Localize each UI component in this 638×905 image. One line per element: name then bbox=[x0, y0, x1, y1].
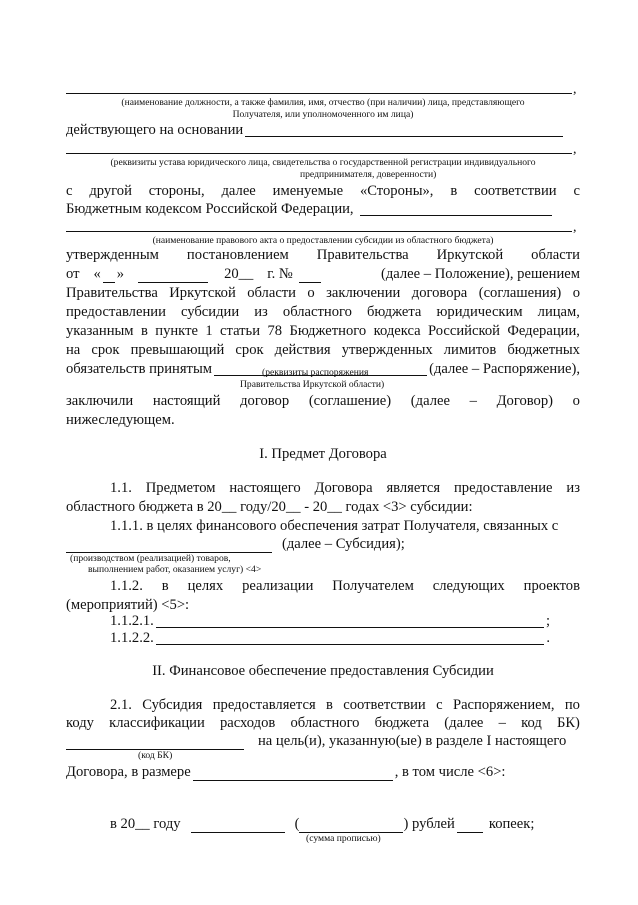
rubles-digits-blank bbox=[191, 818, 285, 833]
p21-line-4: Договора, в размере , в том числе <6>: bbox=[66, 764, 506, 780]
rubles-words-blank bbox=[299, 818, 403, 833]
caption-signatory-1: (наименование должности, а также фамилия, имя, отчество (при наличии) лица, представляющего bbox=[121, 97, 525, 108]
signatory-name-line bbox=[66, 93, 572, 94]
amount-blank bbox=[193, 766, 393, 781]
p11-line-1: 1.1. Предметом настоящего Договора является предоставление из bbox=[110, 480, 580, 496]
caption-production-2: выполнением работ, оказанием услуг) <4> bbox=[88, 564, 262, 575]
regulation-line-2: от « » 20__ г. № (далее – Положение), решением bbox=[66, 266, 580, 282]
parties-line-1: с другой стороны, далее именуемые «Стороны», в соответствии с bbox=[66, 183, 580, 199]
p21-line-2: коду классификации расходов областного бюджета (далее – код БК) bbox=[66, 715, 580, 731]
section-2-title: II. Финансовое обеспечение предоставления Субсидии bbox=[152, 663, 494, 679]
month-blank bbox=[138, 268, 208, 283]
kopecks-blank bbox=[457, 818, 483, 833]
regulation-line-8: заключили настоящий договор (соглашение) (далее – Договор) о bbox=[66, 393, 580, 409]
p112-line-1: 1.1.2. в целях реализации Получателем следующих проектов bbox=[110, 578, 580, 594]
regulation-line-6: на срок превышающий срок действия утвержденных лимитов бюджетных bbox=[66, 342, 580, 358]
legal-act-line bbox=[66, 231, 572, 232]
line-comma-2: , bbox=[573, 142, 577, 157]
regulation-line-1: утвержденным постановлением Правительства Иркутской области bbox=[66, 247, 580, 263]
p111-line-2: (далее – Субсидия); bbox=[66, 536, 580, 553]
legal-act-blank bbox=[360, 201, 552, 216]
bk-code-blank bbox=[66, 735, 244, 750]
caption-signatory-2: Получателя, или уполномоченного им лица) bbox=[232, 109, 414, 120]
caption-bk-code: (код БК) bbox=[138, 750, 173, 761]
caption-production-1: (производством (реализацией) товаров, bbox=[70, 553, 231, 564]
p112-line-2: (мероприятий) <5>: bbox=[66, 597, 190, 613]
basis-line-2 bbox=[66, 153, 572, 154]
p11-line-2: областного бюджета в 20__ году/20__ - 20__ годах <3> субсидии: bbox=[66, 499, 473, 515]
purpose-blank bbox=[66, 538, 272, 553]
p21-line-1: 2.1. Субсидия предоставляется в соответствии с Распоряжением, по bbox=[110, 697, 580, 713]
caption-sum-words: (сумма прописью) bbox=[306, 833, 381, 844]
line-comma: , bbox=[573, 82, 577, 97]
p111-line-1: 1.1.1. в целях финансового обеспечения затрат Получателя, связанных с bbox=[110, 518, 559, 534]
caption-basis-1: (реквизиты устава юридического лица, свидетельства о государственной регистрации индивидуального bbox=[110, 157, 536, 168]
caption-basis-2: предпринимателя, доверенности) bbox=[300, 169, 437, 180]
acting-on-line bbox=[66, 122, 580, 139]
p1122-line: 1.1.2.2. . bbox=[110, 630, 550, 646]
acting-on-text: действующего на основании bbox=[66, 122, 244, 138]
regulation-line-9: нижеследующем. bbox=[66, 412, 175, 428]
caption-legal-act: (наименование правового акта о предоставлении субсидии из областного бюджета) bbox=[152, 235, 494, 246]
p1121-line: 1.1.2.1. ; bbox=[110, 613, 550, 629]
regulation-line-4: предоставлении субсидии из областного бюджета юридическим лицам, bbox=[66, 304, 580, 320]
line-comma-3: , bbox=[573, 220, 577, 235]
number-blank bbox=[299, 268, 321, 283]
section-1-title: I. Предмет Договора bbox=[259, 446, 387, 462]
regulation-line-3: Правительства Иркутской области о заключении договора (соглашения) о bbox=[66, 285, 580, 301]
project-1-blank bbox=[156, 613, 544, 628]
regulation-line-5: указанным в пункте 1 статьи 78 Бюджетного кодекса Российской Федерации, bbox=[66, 323, 580, 339]
basis-blank bbox=[245, 122, 563, 137]
caption-directive-1: (реквизиты распоряжения bbox=[262, 367, 369, 378]
project-2-blank bbox=[156, 630, 545, 645]
day-blank bbox=[103, 268, 115, 283]
p21-line-3: на цель(и), указанную(ые) в разделе I настоящего bbox=[66, 733, 580, 750]
regulation-line-7: обязательств принятым (далее – Распоряжение), bbox=[66, 361, 580, 377]
year-amount-line: в 20__ году ( ) рублей копеек; bbox=[110, 816, 535, 832]
caption-directive-2: Правительства Иркутской области) bbox=[240, 379, 385, 390]
parties-line-2: Бюджетным кодексом Российской Федерации, bbox=[66, 201, 580, 218]
